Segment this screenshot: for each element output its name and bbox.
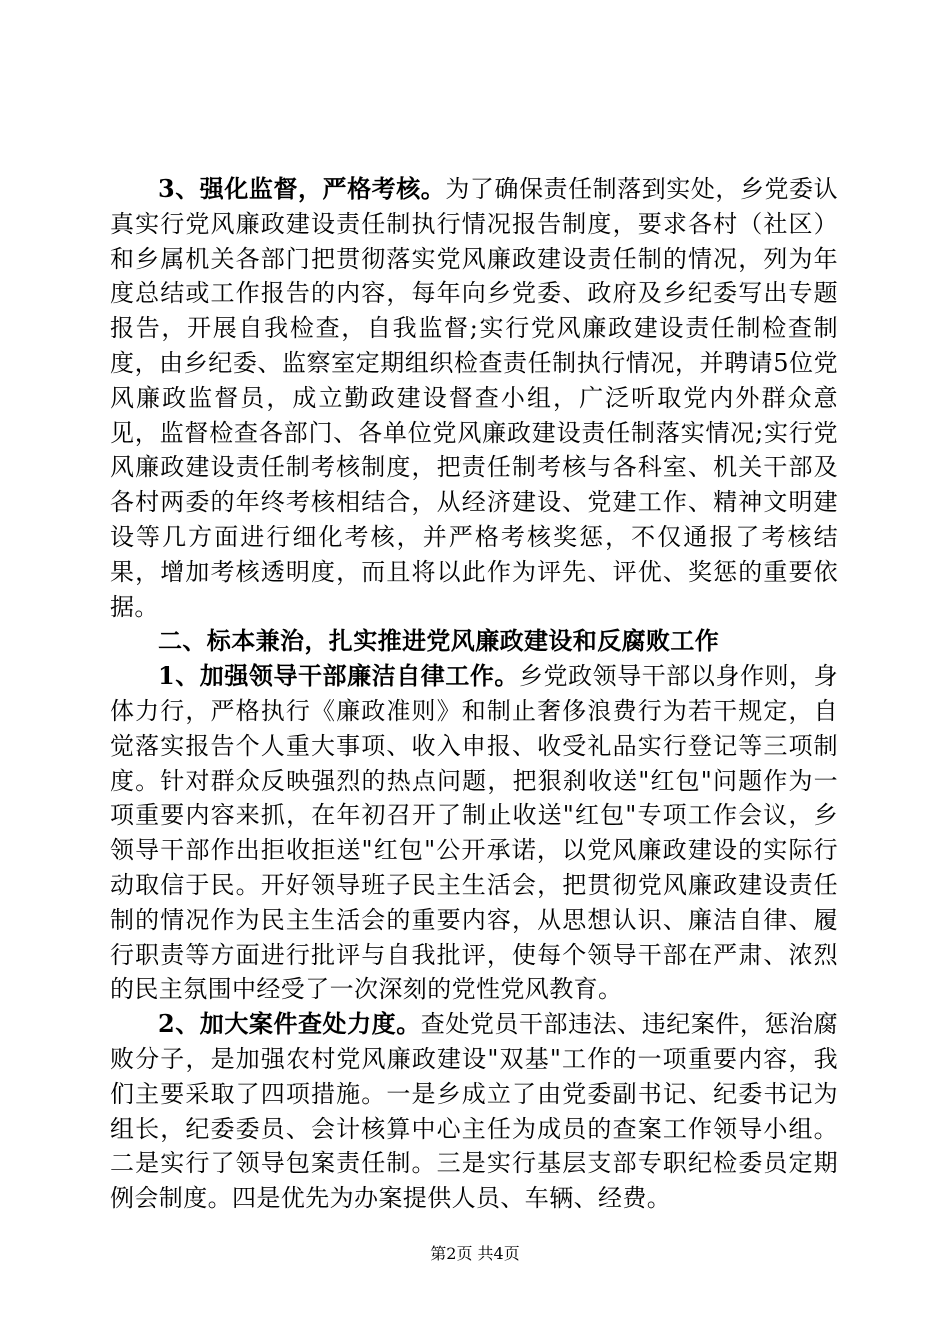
section-heading [110, 624, 838, 659]
paragraph-case-handling [110, 1007, 838, 1216]
paragraph-lead: 1、加强领导干部廉洁自律工作。 [158, 661, 519, 691]
paragraph-text: 乡党政领导干部以身作则，身体力行，严格执行《廉政准则》和制止奢侈浪费行为若干规定，自觉落实报告个人重大事项、收入申报、收受礼品实行登记等三项制度。针对群众反映强烈的热点问题，把狠刹收送"红包"问题作为一项重要内容来抓，在年初召开了制止收送"红包"专项工作会议，乡领导干部作出拒收拒送"红包"公开承诺，以党风廉政建设的实际行动取信于民。开好领导班子民主生活会，把贯彻党风廉政建设责任制的情况作为民主生活会的重要内容，从思想认识、廉洁自律、履行职责等方面进行批评与自我批评，使每个领导干部在严肃、浓烈的民主氛围中经受了一次深刻的党性党风教育。 [110, 662, 839, 1004]
paragraph-lead: 2、加大案件查处力度。 [158, 1009, 421, 1039]
section-heading-text: 二、标本兼治，扎实推进党风廉政建设和反腐败工作 [158, 626, 720, 656]
page-number-label: 第2页 共4页 [430, 1244, 520, 1263]
paragraph-supervision [110, 172, 838, 624]
paragraph-lead: 3、强化监督，严格考核。 [158, 174, 446, 203]
paragraph-text: 为了确保责任制落到实处，乡党委认真实行党风廉政建设责任制执行情况报告制度，要求各村（社区）和乡属机关各部门把贯彻落实党风廉政建设责任制的情况，列为年度总结或工作报告的内容，每年向乡党委、政府及乡纪委写出专题报告，开展自我检查，自我监督;实行党风廉政建设责任制检查制度，由乡纪委、监察室定期组织检查责任制执行情况，并聘请5位党风廉政监督员，成立勤政建设督查小组，广泛听取党内外群众意见，监督检查各部门、各单位党风廉政建设责任制落实情况;实行党风廉政建设责任制考核制度，把责任制考核与各科室、机关干部及各村两委的年终考核相结合，从经济建设、党建工作、精神文明建设等几方面进行细化考核，并严格考核奖惩，不仅通报了考核结果，增加考核透明度，而且将以此作为评先、评优、奖惩的重要依据。 [110, 175, 839, 621]
page-footer [0, 1241, 950, 1264]
paragraph-text: 查处党员干部违法、违纪案件，惩治腐败分子，是加强农村党风廉政建设"双基"工作的一项重要内容，我们主要采取了四项措施。一是乡成立了由党委副书记、纪委书记为组长，纪委委员、会计核算中心主任为成员的查案工作领导小组。二是实行了领导包案责任制。三是实行基层支部专职纪检委员定期例会制度。四是优先为办案提供人员、车辆、经费。 [110, 1010, 838, 1213]
document-body [110, 172, 838, 1216]
paragraph-self-discipline [110, 659, 838, 1007]
